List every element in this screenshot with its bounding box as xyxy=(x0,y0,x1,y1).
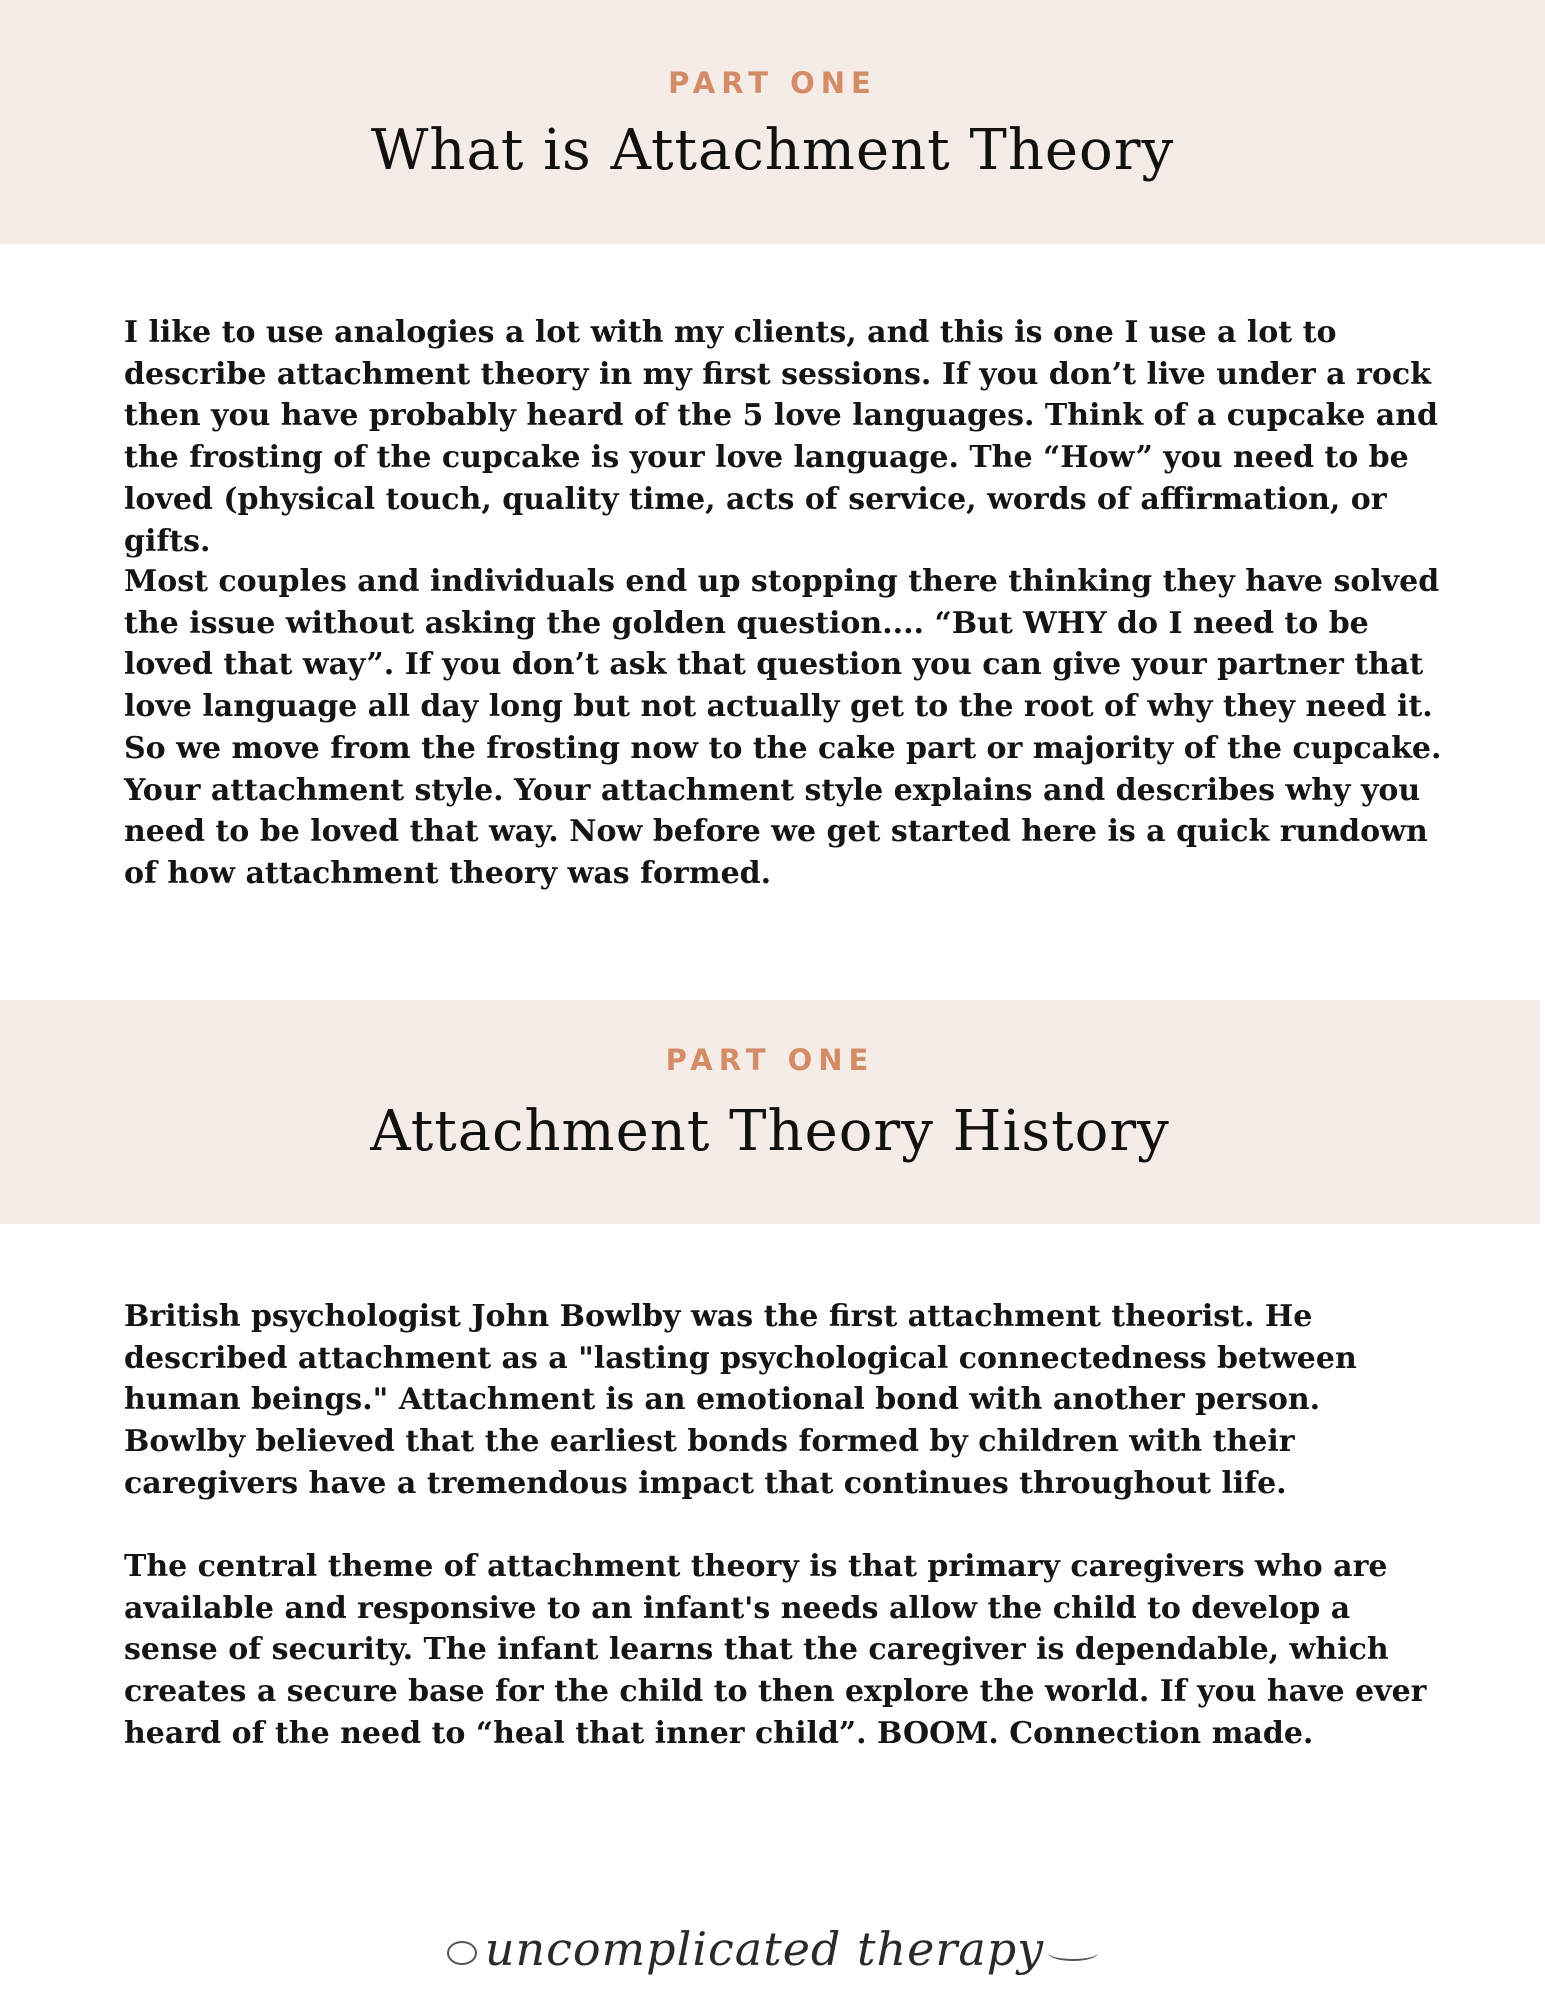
flourish-icon xyxy=(1048,1945,1098,1961)
section-kicker: PART ONE xyxy=(665,1043,875,1077)
body-paragraph: The central theme of attachment theory is that primary caregivers who are available and responsive to an infant's needs allow the child to develop a sense of security. The infant learns that the caregiver is dependable, which creates a secure base for the child to then explore the world. If you have ever heard of the need to “heal that inner child”. BOOM. Connection made. xyxy=(124,1549,1427,1751)
swirl-icon xyxy=(447,1941,477,1965)
section-kicker: PART ONE xyxy=(668,66,877,100)
body-paragraph: I like to use analogies a lot with my clients, and this is one I use a lot to describe attachment theory in my first sessions. If you don’t live under a rock then you have probably heard of the 5 love languages. Think of a cupcake and the frosting of the cupcake is your love language. The “How” you need to be loved (physical touch, quality time, acts of service, words of affirmation, or gifts. xyxy=(124,315,1439,559)
section-header-attachment-theory-history xyxy=(0,1000,1540,1224)
section-header-what-is-attachment-theory xyxy=(0,0,1545,244)
brand-logo-text: uncomplicated therapy xyxy=(484,1922,1045,1976)
body-paragraph: British psychologist John Bowlby was the first attachment theorist. He described attachment as a "lasting psychological connectedness between human beings." Attachment is an emotional bond with another person. Bowlby believed that the earliest bonds formed by children with their caregivers have a tremendous impact that continues throughout life. xyxy=(124,1299,1357,1501)
brand-logo xyxy=(0,1922,1545,1976)
body-paragraph: Most couples and individuals end up stopping there thinking they have solved the issue without asking the golden question.... “But WHY do I need to be loved that way”. If you don’t ask that question you can give your partner that love language all day long but not actually get to the root of why they need it. So we move from the frosting now to the cake part or majority of the cupcake. Your attachment style. Your attachment style explains and describes why you need to be loved that way. Now before we get started here is a quick rundown of how attachment theory was formed. xyxy=(124,564,1442,891)
section-title: Attachment Theory History xyxy=(370,1099,1170,1164)
section-title: What is Attachment Theory xyxy=(370,118,1175,183)
